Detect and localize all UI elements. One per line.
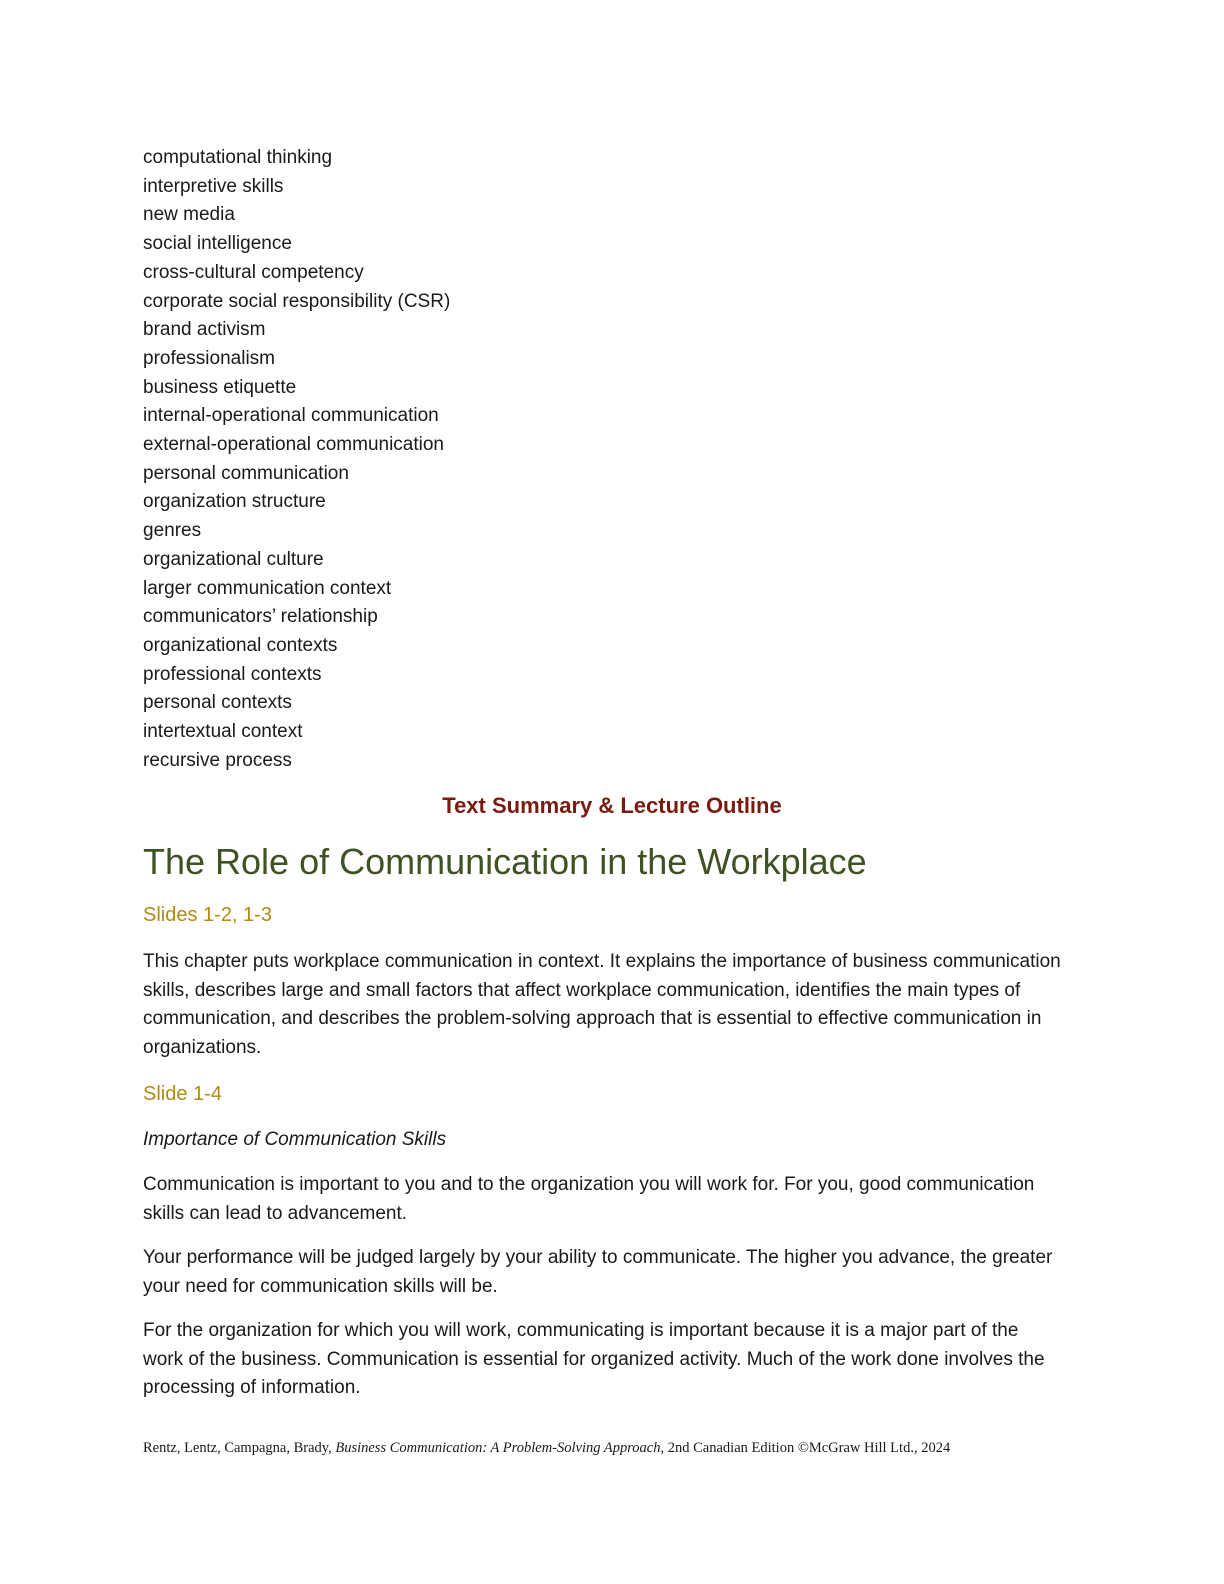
body-paragraph: For the organization for which you will work, communicating is important because it is a major part of the work of the business. Communication is essential for organized activity. Much of the work done involves the processing of information.	[143, 1320, 1045, 1399]
term-item: professionalism	[143, 347, 275, 369]
term-item: professional contexts	[143, 663, 322, 685]
term-item: genres	[143, 520, 202, 542]
term-item: social intelligence	[143, 233, 292, 255]
footer-authors: Rentz, Lentz, Campagna, Brady,	[143, 1440, 336, 1456]
page-footer	[143, 1438, 950, 1458]
term-item: intertextual context	[143, 721, 303, 743]
footer-book-title: Business Communication: A Problem-Solving Approach	[335, 1440, 661, 1456]
term-item: larger communication context	[143, 577, 392, 599]
body-paragraph: Your performance will be judged largely by your ability to communicate. The higher you advance, the greater your need for communication skills will be.	[143, 1247, 1053, 1297]
section-heading: Text Summary & Lecture Outline	[442, 793, 782, 818]
term-item: brand activism	[143, 319, 266, 341]
term-item: internal-operational communication	[143, 405, 439, 427]
term-item: cross-cultural competency	[143, 261, 364, 283]
term-item: organization structure	[143, 491, 326, 513]
term-item: new media	[143, 204, 235, 226]
chapter-title: The Role of Communication in the Workplace	[143, 841, 867, 882]
term-item: corporate social responsibility (CSR)	[143, 290, 451, 312]
term-item: recursive process	[143, 749, 292, 771]
slide-heading: Slides 1-2, 1-3	[143, 904, 272, 926]
term-item: business etiquette	[143, 376, 297, 398]
term-item: computational thinking	[143, 147, 333, 168]
term-item: communicators’ relationship	[143, 606, 378, 628]
key-terms-list	[143, 144, 450, 775]
footer-edition: , 2nd Canadian Edition ©McGraw Hill Ltd., 2024	[660, 1440, 951, 1456]
term-item: organizational culture	[143, 548, 324, 570]
term-item: interpretive skills	[143, 175, 284, 197]
term-item: personal contexts	[143, 692, 292, 714]
term-item: external-operational communication	[143, 434, 444, 456]
subheading: Importance of Communication Skills	[143, 1129, 447, 1150]
term-item: personal communication	[143, 462, 349, 484]
body-paragraph: Communication is important to you and to the organization you will work for. For you, good communication skills can lead to advancement.	[143, 1174, 1035, 1224]
body-paragraph: This chapter puts workplace communication in context. It explains the importance of business communication skills, describes large and small factors that affect workplace communication, identifies the main types of communication, and describes the problem-solving approach that is essential to effective communication in organizations.	[143, 951, 1061, 1059]
slide-heading: Slide 1-4	[143, 1083, 222, 1105]
term-item: organizational contexts	[143, 634, 338, 656]
